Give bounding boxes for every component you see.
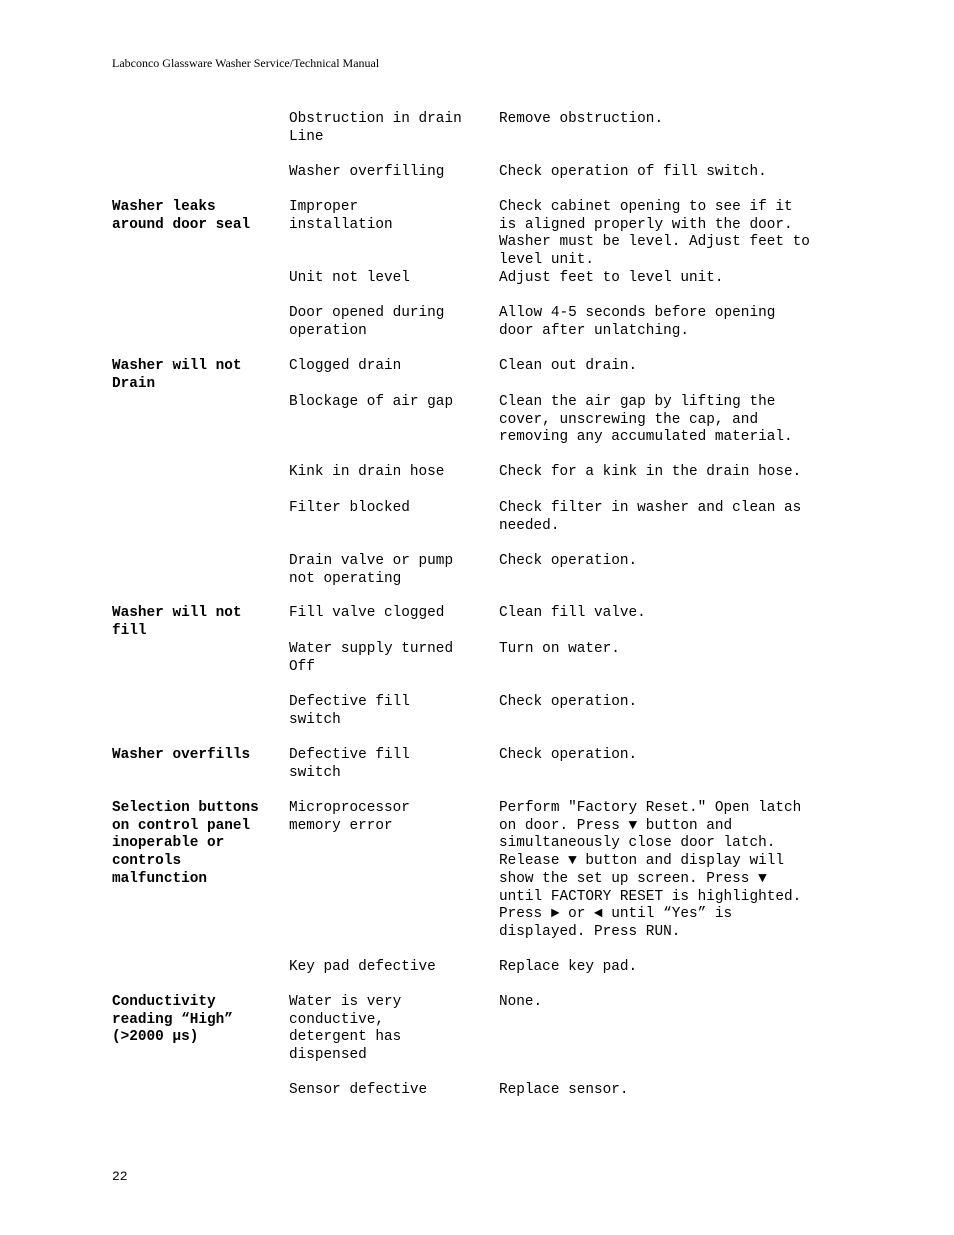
remedy-cell: Check cabinet opening to see if it is aligned properly with the door. Washer must be level. Adjust feet to level unit.: [499, 199, 810, 269]
cause-cell: Door opened during operation: [289, 305, 445, 339]
cause-cell: Key pad defective: [289, 959, 436, 975]
cause-cell: Defective fill switch: [289, 747, 410, 781]
cause-cell: Filter blocked: [289, 500, 410, 516]
cause-cell: Drain valve or pump not operating: [289, 553, 454, 587]
symptom-cell: Washer will not Drain: [112, 358, 242, 392]
remedy-cell: Replace key pad.: [499, 959, 638, 975]
cause-cell: Unit not level: [289, 270, 410, 286]
remedy-cell: Perform "Factory Reset." Open latch on door. Press ▼ button and simultaneously close door latch. Release ▼ button and display will show the set up screen. Press ▼ until FACTORY RESET is highlighted. Press ► or ◄ until “Yes” is displayed. Press RUN.: [499, 800, 802, 940]
remedy-cell: Check operation.: [499, 694, 638, 710]
remedy-cell: Check operation of fill switch.: [499, 164, 767, 180]
page-number: 22: [112, 1169, 128, 1184]
symptom-cell: Washer overfills: [112, 747, 251, 763]
cause-cell: Fill valve clogged: [289, 605, 445, 621]
cause-cell: Microprocessor memory error: [289, 800, 410, 834]
cause-cell: Clogged drain: [289, 358, 402, 374]
remedy-cell: Check filter in washer and clean as needed.: [499, 500, 802, 534]
cause-cell: Improper installation: [289, 199, 393, 233]
cause-cell: Sensor defective: [289, 1082, 428, 1098]
remedy-cell: Check for a kink in the drain hose.: [499, 464, 802, 480]
remedy-cell: Turn on water.: [499, 641, 620, 657]
remedy-cell: None.: [499, 994, 543, 1010]
remedy-cell: Clean the air gap by lifting the cover, unscrewing the cap, and removing any accumulated material.: [499, 394, 793, 446]
remedy-cell: Clean fill valve.: [499, 605, 646, 621]
cause-cell: Kink in drain hose: [289, 464, 445, 480]
remedy-cell: Remove obstruction.: [499, 111, 664, 127]
symptom-cell: Washer will not fill: [112, 605, 242, 639]
cause-cell: Defective fill switch: [289, 694, 410, 728]
remedy-cell: Check operation.: [499, 553, 638, 569]
remedy-cell: Adjust feet to level unit.: [499, 270, 724, 286]
remedy-cell: Clean out drain.: [499, 358, 638, 374]
symptom-cell: Washer leaks around door seal: [112, 199, 251, 233]
remedy-cell: Replace sensor.: [499, 1082, 629, 1098]
cause-cell: Washer overfilling: [289, 164, 445, 180]
symptom-cell: Selection buttons on control panel inoperable or controls malfunction: [112, 800, 259, 887]
remedy-cell: Allow 4-5 seconds before opening door after unlatching.: [499, 305, 776, 339]
cause-cell: Water supply turned Off: [289, 641, 454, 675]
cause-cell: Water is very conductive, detergent has dispensed: [289, 994, 402, 1064]
cause-cell: Obstruction in drain Line: [289, 111, 462, 145]
running-header: Labconco Glassware Washer Service/Technical Manual: [112, 56, 380, 70]
remedy-cell: Check operation.: [499, 747, 638, 763]
symptom-cell: Conductivity reading “High” (>2000 µs): [112, 994, 233, 1046]
cause-cell: Blockage of air gap: [289, 394, 454, 410]
